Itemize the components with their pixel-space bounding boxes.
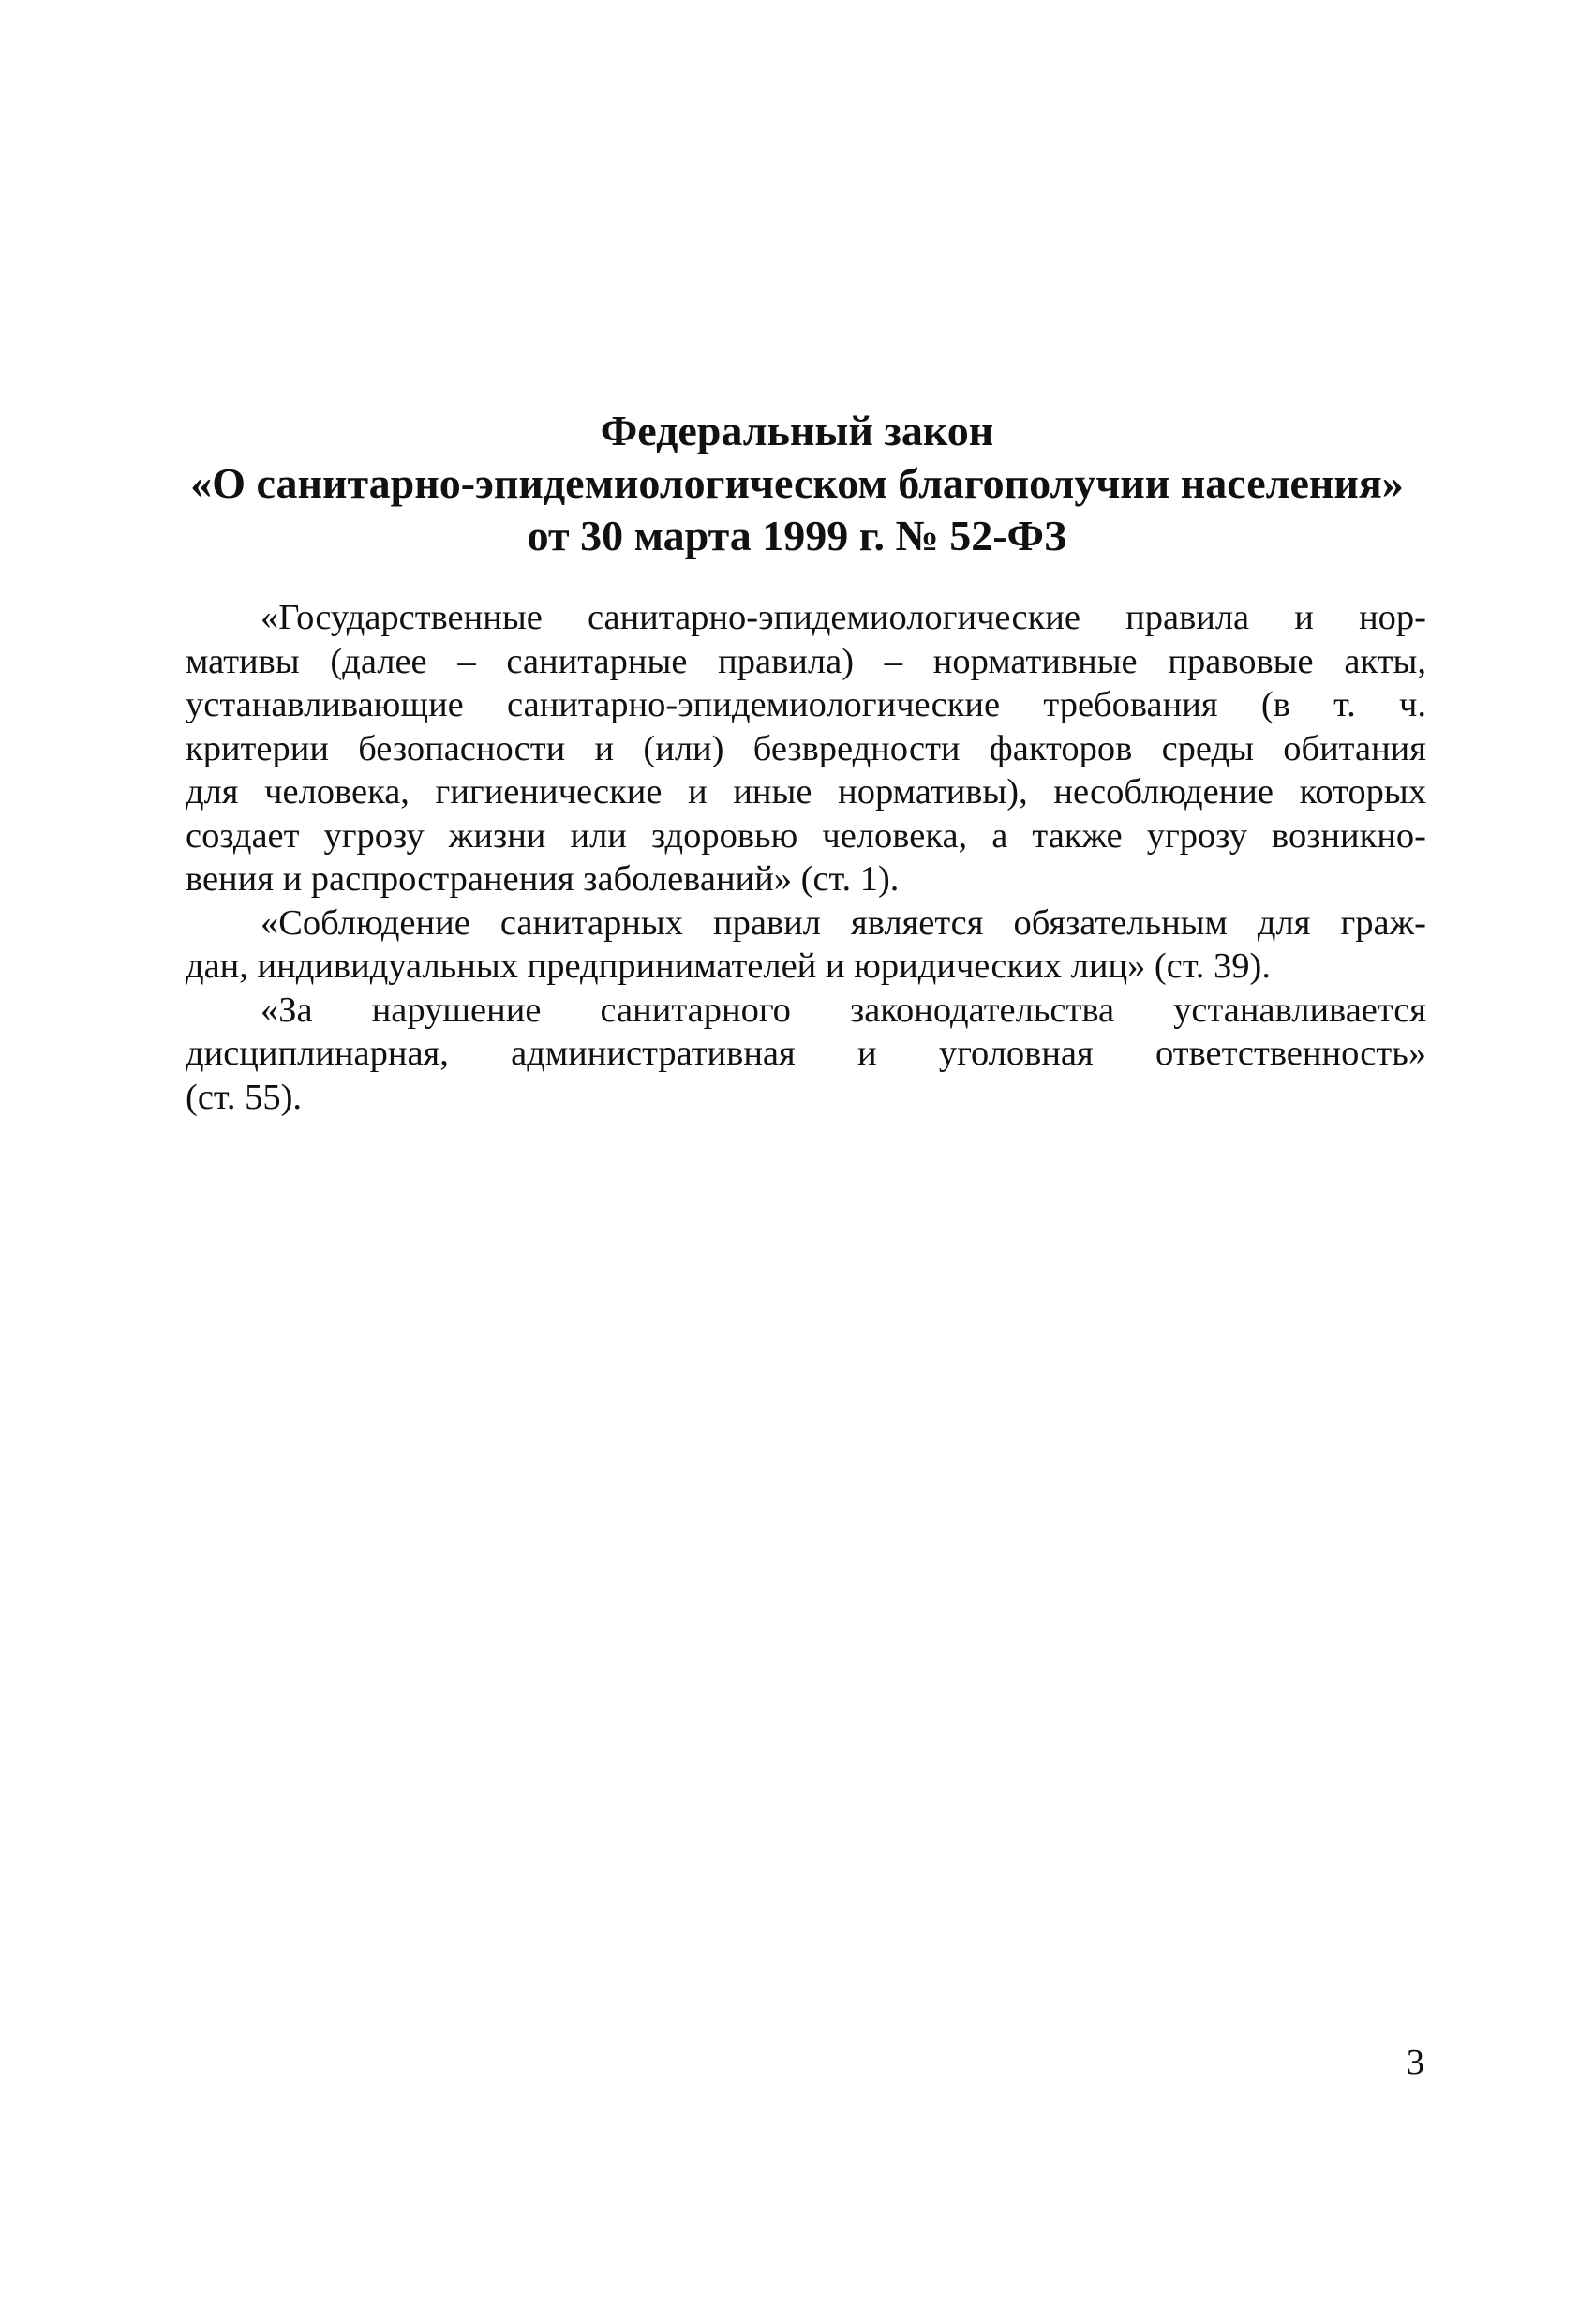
text-line: критерии безопасности и (или) безвредности факторов среды обитания bbox=[186, 728, 1426, 768]
document-body bbox=[186, 596, 1426, 1119]
text-line: для человека, гигиенические и иные нормативы), несоблюдение которых bbox=[186, 772, 1426, 812]
text-line: «Соблюдение санитарных правил является обязательным для граж- bbox=[261, 902, 1426, 943]
paragraph-article-55 bbox=[186, 989, 1426, 1120]
text-line: дисциплинарная, административная и уголовная ответственность» bbox=[186, 1034, 1426, 1073]
text-line: мативы (далее – санитарные правила) – нормативные правовые акты, bbox=[186, 641, 1426, 681]
text-line: создает угрозу жизни или здоровью человека, а также угрозу возникно- bbox=[186, 815, 1426, 856]
heading-line-law-title: «О санитарно-эпидемиологическом благополучии населения» bbox=[190, 459, 1404, 507]
text-line: «За нарушение санитарного законодательства устанавливается bbox=[261, 990, 1426, 1030]
text-line: устанавливающие санитарно-эпидемиологические требования (в т. ч. bbox=[186, 685, 1426, 724]
heading-line-law-type: Федеральный закон bbox=[600, 407, 994, 454]
paragraph-article-39 bbox=[186, 901, 1426, 989]
text-line: дан, индивидуальных предпринимателей и юридических лиц» (ст. 39). bbox=[186, 946, 1271, 986]
text-line: (ст. 55). bbox=[186, 1077, 303, 1117]
page-number: 3 bbox=[1406, 2043, 1424, 2082]
text-line: «Государственные санитарно-эпидемиологические правила и нор- bbox=[261, 598, 1426, 637]
paragraph-article-1 bbox=[186, 596, 1426, 901]
text-line: вения и распространения заболеваний» (ст. 1). bbox=[186, 859, 900, 899]
heading-line-law-date: от 30 марта 1999 г. № 52-ФЗ bbox=[527, 512, 1067, 559]
document-heading bbox=[169, 405, 1425, 562]
